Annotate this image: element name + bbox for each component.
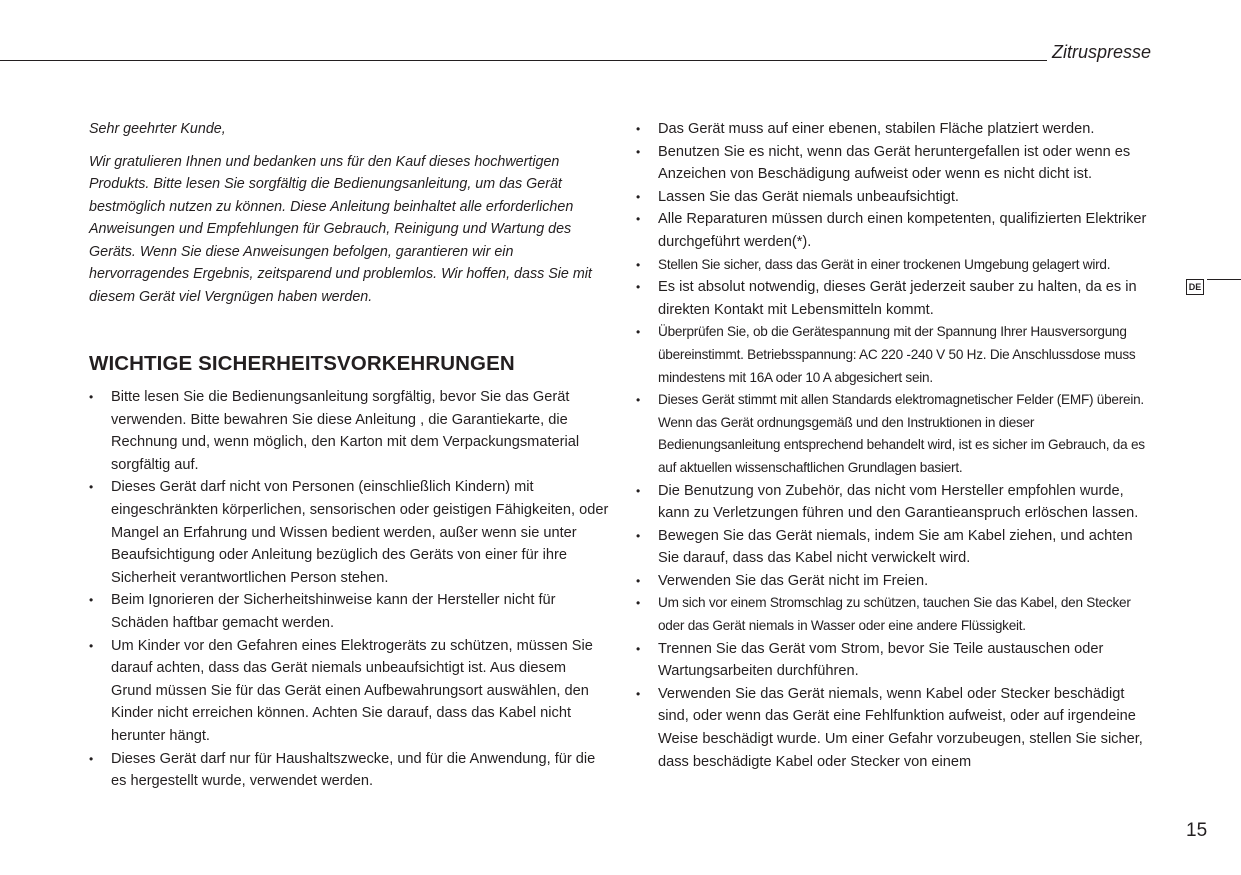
list-item: • Um Kinder vor den Gefahren eines Elektrogeräts zu schützen, müssen Sie darauf achten, dass das Gerät niemals unbeaufsichtigt ist. Aus diesem Grund müssen Sie für das Gerät einen Aufbewahrungsort auswählen, den Kinder nicht erreichen können. Achten Sie darauf, dass das Kabel nicht herunter hängt.	[89, 635, 609, 748]
language-tab-badge: DE	[1186, 279, 1204, 295]
page-header-title: Zitruspresse	[1052, 42, 1152, 62]
list-item: • Stellen Sie sicher, dass das Gerät in einer trockenen Umgebung gelagert wird.	[636, 254, 1156, 277]
list-item: • Dieses Gerät stimmt mit allen Standards elektromagnetischer Felder (EMF) überein. Wenn das Gerät ordnungsgemäß und den Instruktionen in dieser Bedienungsanleitung entsprechend behandelt wird, ist es sicher im Gebrauch, da es auf aktuellen wissenschaftlichen Grundlagen basiert.	[636, 389, 1156, 479]
greeting: Sehr geehrter Kunde,	[89, 121, 226, 137]
list-item: • Lassen Sie das Gerät niemals unbeaufsichtigt.	[636, 186, 1156, 209]
list-item: • Bitte lesen Sie die Bedienungsanleitung sorgfältig, bevor Sie das Gerät verwenden. Bitte bewahren Sie diese Anleitung , die Garantiekarte, die Rechnung und, wenn möglich, den Karton mit dem Verpackungsmaterial sorgfältig auf.	[89, 386, 609, 476]
list-item: • Alle Reparaturen müssen durch einen kompetenten, qualifizierten Elektriker durchgeführt werden(*).	[636, 208, 1156, 253]
list-item: • Beim Ignorieren der Sicherheitshinweise kann der Hersteller nicht für Schäden haftbar gemacht werden.	[89, 589, 609, 634]
page-number: 15	[1186, 820, 1208, 841]
right-column	[636, 118, 1156, 773]
list-item: • Das Gerät muss auf einer ebenen, stabilen Fläche platziert werden.	[636, 118, 1156, 141]
list-item: • Um sich vor einem Stromschlag zu schützen, tauchen Sie das Kabel, den Stecker oder das Gerät niemals in Wasser oder eine andere Flüssigkeit.	[636, 592, 1156, 637]
list-item: • Dieses Gerät darf nicht von Personen (einschließlich Kindern) mit eingeschränkten körperlichen, sensorischen oder geistigen Fähigkeiten, oder Mangel an Erfahrung und Wissen bedient werden, außer wenn sie unter Beaufsichtigung oder Anleitung bezüglich des Geräts von einer für ihre Sicherheit verantwortlichen Person stehen.	[89, 476, 609, 589]
safety-list-left	[89, 386, 609, 793]
safety-list-right	[636, 118, 1156, 773]
list-item: • Es ist absolut notwendig, dieses Gerät jederzeit sauber zu halten, da es in direkten Kontakt mit Lebensmitteln kommt.	[636, 276, 1156, 321]
list-item: • Trennen Sie das Gerät vom Strom, bevor Sie Teile austauschen oder Wartungsarbeiten durchführen.	[636, 638, 1156, 683]
left-column	[89, 118, 609, 793]
intro-paragraph: Wir gratulieren Ihnen und bedanken uns für den Kauf dieses hochwertigen Produkts. Bitte lesen Sie sorgfältig die Bedienungsanleitung, um das Gerät bestmöglich nutzen zu können. Diese Anleitung beinhaltet alle erforderlichen Anweisungen und Empfehlungen für Gebrauch, Reinigung und Wartung des Geräts. Wenn Sie diese Anweisungen befolgen, garantieren wir ein hervorragendes Ergebnis, zeitsparend und problemlos. Wir hoffen, dass Sie mit diesem Gerät viel Vergnügen haben werden.	[89, 153, 592, 305]
list-item: • Die Benutzung von Zubehör, das nicht vom Hersteller empfohlen wurde, kann zu Verletzungen führen und den Garantieanspruch erlöschen lassen.	[636, 480, 1156, 525]
language-tab-rule	[1207, 279, 1241, 280]
list-item: • Dieses Gerät darf nur für Haushaltszwecke, und für die Anwendung, für die es hergestellt wurde, verwendet werden.	[89, 748, 609, 793]
header-rule	[0, 60, 1047, 61]
list-item: • Überprüfen Sie, ob die Gerätespannung mit der Spannung Ihrer Hausversorgung übereinstimmt. Betriebsspannung: AC 220 -240 V 50 Hz. Die Anschlussdose muss mindestens mit 16A oder 10 A abgesichert sein.	[636, 321, 1156, 389]
list-item: • Benutzen Sie es nicht, wenn das Gerät heruntergefallen ist oder wenn es Anzeichen von Beschädigung aufweist oder wenn es nicht dicht ist.	[636, 141, 1156, 186]
list-item: • Verwenden Sie das Gerät niemals, wenn Kabel oder Stecker beschädigt sind, oder wenn das Gerät eine Fehlfunktion aufweist, oder auf irgendeine Weise beschädigt wurde. Um einer Gefahr vorzubeugen, stellen Sie sicher, dass beschädigte Kabel oder Stecker von einem	[636, 683, 1156, 773]
list-item: • Bewegen Sie das Gerät niemals, indem Sie am Kabel ziehen, und achten Sie darauf, dass das Kabel nicht verwickelt wird.	[636, 525, 1156, 570]
list-item: • Verwenden Sie das Gerät nicht im Freien.	[636, 570, 1156, 593]
section-heading: WICHTIGE SICHERHEITSVORKEHRUNGEN	[89, 352, 515, 375]
